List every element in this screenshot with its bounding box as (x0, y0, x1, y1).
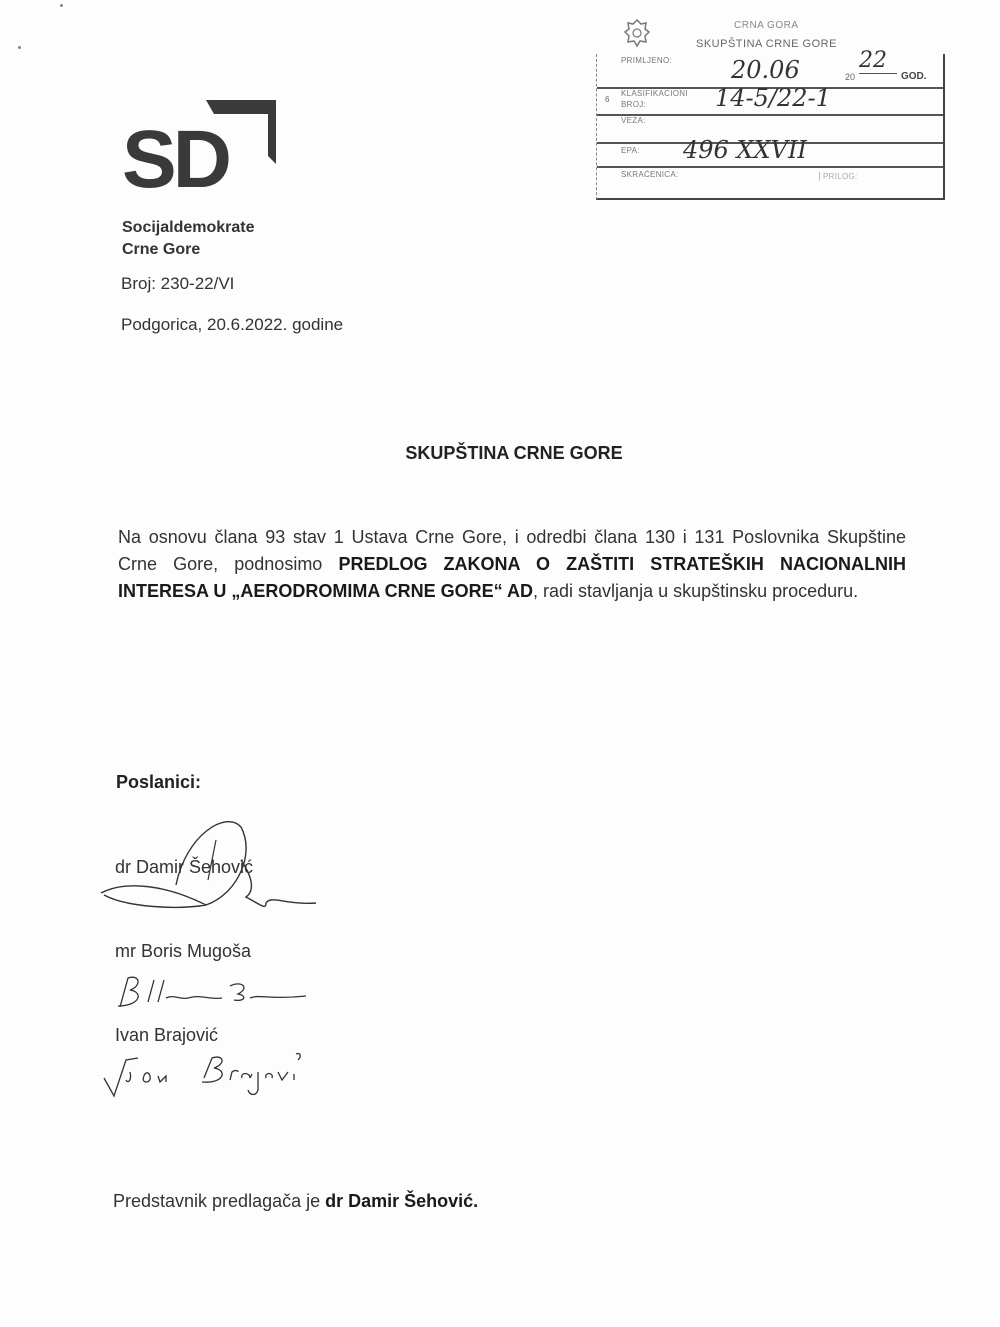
klasifikacioni-value: 14-5/22-1 (715, 84, 831, 112)
place-date: Podgorica, 20.6.2022. godine (121, 315, 344, 334)
skracenica-label: SKRAĆENICA: (621, 170, 679, 179)
scan-speck (60, 4, 63, 7)
representative-statement (113, 1191, 478, 1212)
org-line-1: Socijaldemokrate (122, 219, 255, 236)
year-value: 22 (859, 48, 897, 74)
registry-stamp (596, 16, 946, 200)
signatories-label: Poslanici: (116, 772, 202, 792)
scan-speck (18, 46, 21, 49)
klasifikacioni-label: KLASIFIKACIONI (621, 89, 688, 98)
representative-name: dr Damir Šehović. (325, 1191, 479, 1211)
klasifikacioni-prefix: 6 (605, 95, 610, 104)
addressee-heading: SKUPŠTINA CRNE GORE (405, 443, 623, 463)
law-proposal-title: PREDLOG ZAKONA O ZAŠTITI STRATEŠKIH NACIONALNIH INTERESA U „AERODROMIMA CRNE GORE“ AD (118, 554, 906, 601)
epa-label: EPA: (621, 146, 640, 155)
coat-of-arms-icon (622, 18, 652, 48)
signer-name: dr Damir Šehović (115, 857, 254, 877)
body-text-intro: Na osnovu člana 93 stav 1 Ustava Crne Gore, i odredbi člana 130 i 131 Poslovnika Skupštine Crne Gore, podnosimo (118, 527, 906, 574)
body-paragraph (118, 524, 906, 605)
logo-text: SD (122, 114, 228, 205)
signature-sehovic-icon (96, 815, 326, 915)
reference-number: Broj: 230-22/VI (121, 274, 235, 293)
veza-label: VEZA: (621, 116, 646, 125)
org-line-2: Crne Gore (122, 241, 201, 258)
party-logo (122, 100, 282, 205)
organization-name (122, 217, 255, 261)
stamp-box (596, 48, 945, 200)
signature-mugosa-icon (110, 972, 310, 1012)
signer-name: mr Boris Mugoša (115, 941, 252, 961)
broj-label: BROJ: (621, 100, 647, 109)
stamp-header-country: CRNA GORA (734, 20, 799, 31)
representative-intro: Predstavnik predlagača je (113, 1191, 326, 1211)
signer-name: Ivan Brajović (115, 1025, 219, 1045)
year-suffix: GOD. (901, 71, 927, 82)
epa-value: 496 XXVII (683, 136, 807, 164)
primljeno-label: PRIMLJENO: (621, 56, 673, 65)
primljeno-value: 20.06 (731, 56, 800, 84)
logo-corner-mark-icon (206, 100, 276, 170)
body-text-outro: , radi stavljanja u skupštinsku proceduru. (533, 581, 859, 601)
year-prefix: 20 (845, 72, 856, 82)
stamp-header-institution: SKUPŠTINA CRNE GORE (696, 38, 837, 50)
prilog-label: PRILOG: (819, 172, 858, 181)
signature-brajovic-icon (100, 1050, 320, 1100)
